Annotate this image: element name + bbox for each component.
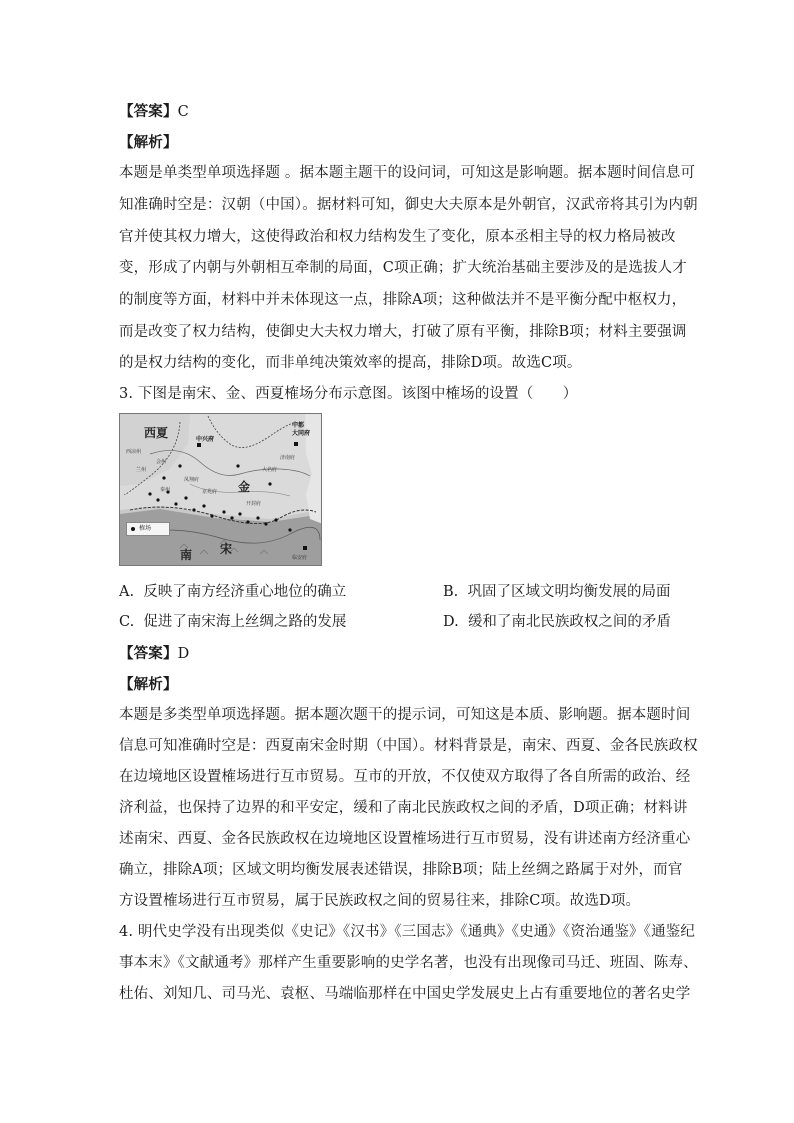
option-text: 巩固了区域文明均衡发展的局面 [467, 584, 671, 600]
option-letter: A. [119, 584, 135, 600]
map-minor-label: 凤翔府 [184, 477, 200, 483]
option-text: 反映了南方经济重心地位的确立 [143, 584, 347, 600]
q2-analysis-line: 而是改变了权力结构，使御史大夫权力增大，打破了原有平衡，排除B项；材料主要强调 [119, 324, 687, 340]
option-letter: C. [119, 614, 135, 630]
option-text: 缓和了南北民族政权之间的矛盾 [467, 614, 671, 630]
q2-analysis-line: 本题是单类型单项选择题 。据本题主题干的设问词，可知这是影响题。据本题时间信息可 [119, 165, 696, 181]
q3-analysis-line: 本题是多类型单项选择题。据本题次题干的提示词，可知这是本质、影响题。据本题时间 [119, 707, 691, 723]
option-c [119, 612, 346, 632]
answer-label: 【答案】 [119, 645, 178, 662]
map-minor-label: 西凉州 [126, 449, 142, 455]
map-minor-label: 京兆府 [202, 489, 218, 495]
map-legend [126, 522, 170, 536]
option-b [443, 582, 670, 602]
q3-stem: 3. 下图是南宋、金、西夏榷场分布示意图。该图中榷场的设置（ ） [119, 386, 578, 402]
q3-analysis-line: 确立，排除A项；区域文明均衡发展表述错误，排除B项；陆上丝绸之路属于对外，而官 [119, 862, 683, 878]
q2-analysis-heading: 【解析】 [119, 134, 178, 151]
q3-analysis-line: 述南宋、西夏、金各民族政权在边境地区设置榷场进行互市贸易，没有讲述南方经济重心 [119, 831, 691, 847]
q4-stem-line: 杜佑、刘知几、司马光、袁枢、马端临那样在中国史学发展史上占有重要地位的著名史学 [119, 986, 691, 1002]
map-city-label: 中都 [292, 422, 305, 429]
map-region-label: 西夏 [144, 426, 169, 440]
map-figure [119, 413, 322, 566]
q3-analysis-heading: 【解析】 [119, 676, 178, 693]
q2-answer-heading [119, 102, 679, 122]
q3-analysis-line: 方设置榷场进行互市贸易，属于民族政权之间的贸易往来，排除C项。故选D项。 [119, 893, 641, 909]
map-city-label: 大同府 [292, 430, 311, 437]
map-minor-label: 临安府 [292, 555, 308, 561]
answer-label: 【答案】 [119, 103, 178, 120]
map-minor-label: 秦州 [160, 487, 171, 493]
q2-analysis-line: 变，形成了内朝与外朝相互牵制的局面，C项正确；扩大统治基础主要涉及的是选拔人才 [119, 260, 687, 276]
map-minor-label: 会州 [156, 459, 167, 465]
legend-text: 榷场 [139, 525, 152, 532]
map-minor-label: 开封府 [246, 501, 262, 507]
q3-analysis-line: 济利益，也保持了边界的和平安定，缓和了南北民族政权之间的矛盾，D项正确；材料讲 [119, 800, 688, 816]
option-d [443, 612, 671, 632]
q3-analysis-line: 信息可知准确时空是：西夏南宋金时期（中国）。材料背景是，南宋、西夏、金各民族政权 [119, 738, 698, 754]
map-minor-label: 兰州 [136, 467, 147, 473]
option-a [119, 582, 346, 602]
option-letter: D. [443, 614, 459, 630]
map-minor-label: 济南府 [280, 455, 296, 461]
q2-analysis-line: 的制度等方面，材料中并未体现这一点，排除A项；这种做法并不是平衡分配中枢权力， [119, 292, 687, 308]
answer-value: D [177, 646, 190, 662]
map-city-label: 中兴府 [196, 436, 215, 443]
option-letter: B. [443, 584, 459, 600]
q4-stem-line: 4. 明代史学没有出现类似《史记》《汉书》《三国志》《通典》《史通》《资治通鉴》《通鉴纪 [119, 924, 696, 940]
q3-answer-heading [119, 644, 679, 664]
answer-value: C [177, 104, 189, 120]
q3-analysis-line: 在边境地区设置榷场进行互市贸易。互市的开放，不仅使双方取得了各自所需的政治、经 [119, 769, 691, 785]
q2-analysis-line: 的是权力结构的变化，而非单纯决策效率的提高，排除D项。故选C项。 [119, 355, 582, 371]
map-region-label: 宋 [220, 542, 233, 556]
q2-analysis-line: 知准确时空是：汉朝（中国）。据材料可知，御史大夫原本是外朝官，汉武帝将其引为内朝 [119, 197, 698, 213]
option-text: 促进了南宋海上丝绸之路的发展 [143, 614, 347, 630]
map-minor-label: 大名府 [262, 467, 278, 473]
map-region-label: 南 [180, 548, 193, 562]
q2-analysis-line: 官并使其权力增大，这使得政治和权力结构发生了变化，原本丞相主导的权力格局被改 [119, 229, 676, 245]
q4-stem-line: 事本末》《文献通考》那样产生重要影响的史学名著，也没有出现像司马迁、班固、陈寿、 [119, 955, 698, 971]
legend-dot-icon [131, 527, 135, 531]
map-region-label: 金 [238, 480, 251, 494]
